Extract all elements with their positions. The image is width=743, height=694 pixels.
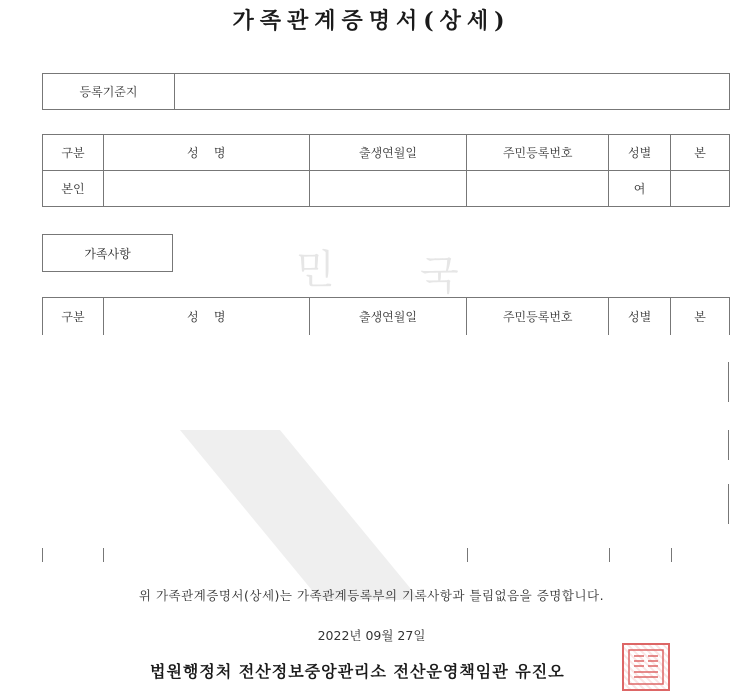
cell-birthdate	[309, 171, 467, 207]
table-border-line	[609, 548, 610, 562]
table-border-line	[42, 548, 43, 562]
self-table	[42, 134, 730, 207]
registration-table	[42, 73, 730, 110]
registration-value	[175, 74, 730, 110]
watermark-char-1: 민	[296, 247, 335, 293]
registration-label: 등록기준지	[43, 74, 175, 110]
col-origin: 본	[671, 298, 730, 336]
table-header-row	[43, 298, 730, 336]
col-gender: 성별	[609, 298, 671, 336]
cell-origin	[671, 171, 730, 207]
col-origin: 본	[671, 135, 730, 171]
issue-date: 2022년 09월 27일	[317, 628, 426, 643]
col-category: 구분	[43, 135, 104, 171]
table-header-row	[43, 135, 730, 171]
document-title: 가족관계증명서(상세)	[232, 8, 511, 34]
official-seal-icon	[622, 643, 670, 691]
col-name: 성 명	[103, 298, 309, 336]
cell-resident-number	[467, 171, 609, 207]
certification-statement: 위 가족관계증명서(상세)는 가족관계등록부의 기록사항과 틀림없음을 증명합니다.	[138, 588, 605, 603]
col-resident-number: 주민등록번호	[467, 135, 609, 171]
table-row	[43, 171, 730, 207]
col-gender: 성별	[609, 135, 671, 171]
col-name: 성 명	[103, 135, 309, 171]
col-birthdate: 출생연월일	[309, 135, 467, 171]
col-birthdate: 출생연월일	[309, 298, 467, 336]
table-border-line	[103, 548, 104, 562]
issuer-name: 법원행정처 전산정보중앙관리소 전산운영책임관 유진오	[150, 662, 565, 681]
family-table	[42, 297, 730, 336]
table-border-line	[728, 430, 729, 460]
table-border-line	[467, 548, 468, 562]
table-border-line	[728, 362, 729, 402]
table-border-line	[728, 484, 729, 524]
col-resident-number: 주민등록번호	[467, 298, 609, 336]
cell-name	[103, 171, 309, 207]
cell-gender: 여	[609, 171, 671, 207]
family-section-label: 가족사항	[42, 234, 173, 272]
col-category: 구분	[43, 298, 104, 336]
table-border-line	[671, 548, 672, 562]
watermark-char-2: 국	[420, 253, 459, 299]
cell-category: 본인	[43, 171, 104, 207]
